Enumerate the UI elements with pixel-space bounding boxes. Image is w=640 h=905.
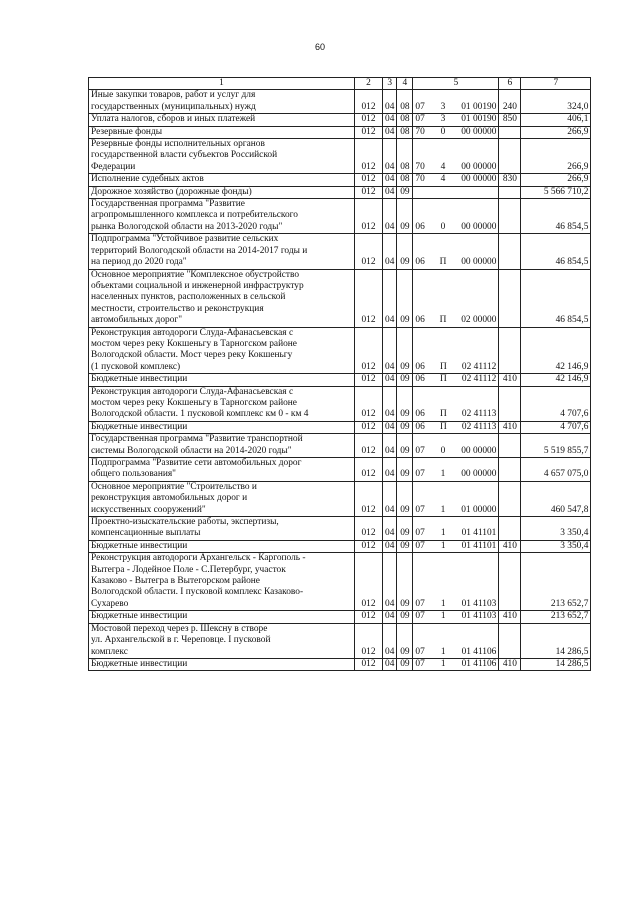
code-parts [415, 257, 496, 268]
table-row [89, 481, 591, 516]
row-col3-cell: 04 [383, 234, 397, 269]
header-cell: 6 [499, 78, 521, 90]
code-part-n: 01 41101 [461, 540, 497, 551]
code-parts [415, 374, 496, 385]
row-code-cell [413, 234, 499, 269]
code-part-p: 07 [415, 504, 425, 515]
row-col6-cell: 410 [499, 658, 521, 670]
row-col2-cell: 012 [355, 234, 383, 269]
code-parts [415, 102, 496, 113]
code-parts [415, 446, 496, 457]
table-row [89, 186, 591, 198]
row-name-cell: Проектно-изыскательские работы, экспертизы, компенсационные выплаты [89, 517, 355, 541]
table-header-row [89, 78, 591, 90]
row-code-cell [413, 269, 499, 327]
row-col3-cell: 04 [383, 611, 397, 623]
header-cell: 7 [521, 78, 591, 90]
row-name-cell: Государственная программа "Развитие агропромышленного комплекса и потребительского рынка Вологодской области на 2013-2020 годы" [89, 199, 355, 234]
row-col6-cell [499, 434, 521, 458]
page-number: 60 [314, 42, 325, 52]
row-col4-cell: 08 [397, 90, 413, 114]
code-part-p: 06 [415, 361, 425, 372]
row-col2-cell: 012 [355, 199, 383, 234]
row-col3-cell: 04 [383, 90, 397, 114]
row-col2-cell: 012 [355, 386, 383, 421]
row-col4-cell: 09 [397, 421, 413, 433]
code-part-s: П [439, 315, 447, 326]
row-col2-cell: 012 [355, 623, 383, 658]
row-code-cell [413, 553, 499, 611]
row-amount-cell: 14 286,5 [521, 623, 591, 658]
table-row [89, 90, 591, 114]
row-amount-cell: 14 286,5 [521, 658, 591, 670]
code-parts [415, 114, 496, 125]
row-amount-cell: 46 854,5 [521, 234, 591, 269]
code-part-s: П [439, 374, 447, 385]
code-part-s: П [439, 361, 447, 372]
row-code-cell [413, 517, 499, 541]
row-amount-cell: 213 652,7 [521, 611, 591, 623]
code-part-s: 3 [440, 114, 446, 125]
row-amount-cell: 3 350,4 [521, 540, 591, 552]
row-amount-cell: 5 519 855,7 [521, 434, 591, 458]
row-code-cell [413, 540, 499, 552]
table-row [89, 199, 591, 234]
row-col4-cell: 09 [397, 386, 413, 421]
header-cell: 2 [355, 78, 383, 90]
table-row [89, 269, 591, 327]
row-col2-cell: 012 [355, 611, 383, 623]
table-row [89, 421, 591, 433]
row-amount-cell: 406,1 [521, 114, 591, 126]
row-amount-cell: 46 854,5 [521, 199, 591, 234]
row-col2-cell: 012 [355, 658, 383, 670]
header-cell: 1 [89, 78, 355, 90]
code-part-n: 00 00000 [461, 174, 497, 185]
code-part-s: П [439, 421, 447, 432]
code-part-p: 06 [415, 374, 425, 385]
row-col2-cell: 012 [355, 269, 383, 327]
row-amount-cell: 266,9 [521, 139, 591, 174]
row-code-cell [413, 481, 499, 516]
code-part-s: 0 [440, 126, 446, 137]
code-part-p: 06 [415, 221, 425, 232]
row-col4-cell: 08 [397, 114, 413, 126]
row-col3-cell: 04 [383, 186, 397, 198]
row-col6-cell [499, 186, 521, 198]
row-name-cell: Реконструкция автодороги Слуда-Афанасьевская с мостом через реку Кокшеньгу в Тарногском районе Вологодской области. Мост через реку Кокшеньгу (1 пусковой комплекс) [89, 327, 355, 374]
code-part-s: 1 [440, 469, 446, 480]
code-parts [415, 528, 496, 539]
row-name-cell: Реконструкция автодороги Слуда-Афанасьевская с мостом через реку Кокшеньгу в Тарногском районе Вологодской области. 1 пусковой комплекс км 0 - км 4 [89, 386, 355, 421]
row-col2-cell: 012 [355, 421, 383, 433]
row-amount-cell: 266,9 [521, 174, 591, 186]
row-col2-cell: 012 [355, 90, 383, 114]
code-parts [415, 611, 496, 622]
row-amount-cell: 3 350,4 [521, 517, 591, 541]
code-part-n: 01 00190 [461, 101, 497, 112]
row-col4-cell: 09 [397, 623, 413, 658]
row-col2-cell: 012 [355, 374, 383, 386]
code-part-p: 07 [415, 646, 425, 657]
row-code-cell [413, 90, 499, 114]
code-part-s: 3 [440, 101, 446, 112]
row-col4-cell: 08 [397, 174, 413, 186]
row-col6-cell [499, 269, 521, 327]
row-col2-cell: 012 [355, 434, 383, 458]
row-col3-cell: 04 [383, 199, 397, 234]
row-code-cell [413, 421, 499, 433]
row-col6-cell: 240 [499, 90, 521, 114]
row-col3-cell: 04 [383, 327, 397, 374]
code-part-s: 1 [440, 504, 446, 515]
code-part-s: П [439, 257, 447, 268]
row-amount-cell: 46 854,5 [521, 269, 591, 327]
row-name-cell: Реконструкция автодороги Архангельск - Каргополь - Вытегра - Лодейное Поле - С.Петербург, участок Казаково - Вытегра в Вытегорском районе Вологодской области. I пусковой комплекс Казаково- Сухарево [89, 553, 355, 611]
code-part-n: 01 41103 [461, 598, 497, 609]
code-part-s: 1 [440, 611, 446, 622]
code-part-p: 06 [415, 421, 425, 432]
row-col6-cell [499, 481, 521, 516]
row-name-cell: Основное мероприятие "Строительство и реконструкция автомобильных дорог и искусственных сооружений" [89, 481, 355, 516]
code-part-p: 07 [415, 101, 425, 112]
row-code-cell [413, 434, 499, 458]
row-amount-cell: 4 657 075,0 [521, 458, 591, 482]
code-part-n: 02 41113 [461, 421, 497, 432]
row-name-cell: Резервные фонды [89, 126, 355, 138]
code-part-n: 02 41112 [461, 361, 497, 372]
code-part-s: 1 [440, 658, 446, 669]
row-col3-cell: 04 [383, 114, 397, 126]
code-part-p: 07 [415, 540, 425, 551]
code-part-n: 00 00000 [461, 161, 497, 172]
row-col3-cell: 04 [383, 540, 397, 552]
row-col4-cell: 09 [397, 540, 413, 552]
table-row [89, 374, 591, 386]
code-part-p: 07 [415, 658, 425, 669]
row-col6-cell: 410 [499, 540, 521, 552]
row-col3-cell: 04 [383, 174, 397, 186]
row-amount-cell: 4 707,6 [521, 386, 591, 421]
table-row [89, 540, 591, 552]
row-col2-cell: 012 [355, 481, 383, 516]
row-name-cell: Бюджетные инвестиции [89, 374, 355, 386]
row-code-cell [413, 658, 499, 670]
row-col3-cell: 04 [383, 434, 397, 458]
row-col6-cell [499, 386, 521, 421]
row-amount-cell: 460 547,8 [521, 481, 591, 516]
table-row [89, 386, 591, 421]
row-col4-cell: 09 [397, 553, 413, 611]
row-col4-cell: 09 [397, 481, 413, 516]
code-part-n: 01 41101 [461, 528, 497, 539]
row-code-cell [413, 623, 499, 658]
row-name-cell: Мостовой переход через р. Шексну в створе ул. Архангельской в г. Череповце. I пусковой комплекс [89, 623, 355, 658]
row-col3-cell: 04 [383, 623, 397, 658]
row-code-cell [413, 458, 499, 482]
row-name-cell: Основное мероприятие "Комплексное обустройство объектами социальной и инженерной инфраструктур населенных пунктов, расположенных в сельской местности, строительство и реконструкция автомобильных дорог" [89, 269, 355, 327]
code-part-n: 02 41113 [461, 409, 497, 420]
row-name-cell: Резервные фонды исполнительных органов государственной власти субъектов Российской Федерации [89, 139, 355, 174]
code-part-p: 06 [415, 257, 425, 268]
code-part-n: 00 00000 [461, 445, 497, 456]
code-parts [415, 174, 496, 185]
header-cell: 4 [397, 78, 413, 90]
row-col2-cell: 012 [355, 186, 383, 198]
code-parts [415, 362, 496, 373]
row-name-cell: Подпрограмма "Развитие сети автомобильных дорог общего пользования" [89, 458, 355, 482]
code-part-s: П [439, 409, 447, 420]
row-col4-cell: 08 [397, 139, 413, 174]
row-name-cell: Бюджетные инвестиции [89, 658, 355, 670]
row-col4-cell: 09 [397, 269, 413, 327]
code-parts [415, 505, 496, 516]
row-col2-cell: 012 [355, 327, 383, 374]
row-col3-cell: 04 [383, 374, 397, 386]
code-parts [415, 422, 496, 433]
row-code-cell [413, 611, 499, 623]
table-row [89, 126, 591, 138]
row-amount-cell: 5 566 710,2 [521, 186, 591, 198]
row-col3-cell: 04 [383, 458, 397, 482]
row-col6-cell: 410 [499, 421, 521, 433]
row-col4-cell: 09 [397, 434, 413, 458]
code-part-n: 01 41106 [461, 646, 497, 657]
table-row [89, 434, 591, 458]
row-col6-cell [499, 553, 521, 611]
table-row [89, 553, 591, 611]
row-code-cell [413, 174, 499, 186]
row-name-cell: Бюджетные инвестиции [89, 540, 355, 552]
row-col2-cell: 012 [355, 126, 383, 138]
code-part-s: 4 [440, 161, 446, 172]
code-parts [415, 409, 496, 420]
table-row [89, 114, 591, 126]
code-parts [415, 541, 496, 552]
code-parts [415, 599, 496, 610]
row-name-cell: Подпрограмма "Устойчивое развитие сельских территорий Вологодской области на 2014-2017 годы и на период до 2020 года" [89, 234, 355, 269]
row-code-cell [413, 126, 499, 138]
code-part-p: 07 [415, 528, 425, 539]
row-col2-cell: 012 [355, 114, 383, 126]
code-part-n: 00 00000 [461, 469, 497, 480]
header-cell: 5 [413, 78, 499, 90]
code-parts [415, 222, 496, 233]
row-col6-cell [499, 139, 521, 174]
row-amount-cell: 266,9 [521, 126, 591, 138]
table-row [89, 517, 591, 541]
row-col2-cell: 012 [355, 517, 383, 541]
code-part-n: 01 41103 [461, 611, 497, 622]
row-name-cell: Уплата налогов, сборов и иных платежей [89, 114, 355, 126]
code-part-s: 0 [440, 445, 446, 456]
code-part-p: 07 [415, 611, 425, 622]
table-row [89, 139, 591, 174]
table-row [89, 458, 591, 482]
code-part-p: 07 [415, 114, 425, 125]
row-col2-cell: 012 [355, 458, 383, 482]
table-row [89, 327, 591, 374]
table-row [89, 658, 591, 670]
row-name-cell: Бюджетные инвестиции [89, 421, 355, 433]
row-col6-cell [499, 126, 521, 138]
row-col3-cell: 04 [383, 553, 397, 611]
row-col6-cell [499, 234, 521, 269]
row-col2-cell: 012 [355, 139, 383, 174]
budget-table [88, 77, 591, 671]
row-col4-cell: 09 [397, 327, 413, 374]
row-col4-cell: 09 [397, 186, 413, 198]
code-part-p: 07 [415, 445, 425, 456]
row-col3-cell: 04 [383, 481, 397, 516]
code-parts [415, 127, 496, 138]
row-col4-cell: 09 [397, 374, 413, 386]
code-part-p: 06 [415, 409, 425, 420]
code-part-n: 00 00000 [461, 126, 497, 137]
row-col4-cell: 08 [397, 126, 413, 138]
row-col2-cell: 012 [355, 553, 383, 611]
row-col6-cell: 410 [499, 611, 521, 623]
code-part-s: 1 [440, 528, 446, 539]
row-amount-cell: 42 146,9 [521, 327, 591, 374]
row-amount-cell: 324,0 [521, 90, 591, 114]
row-code-cell [413, 386, 499, 421]
code-part-s: 1 [440, 540, 446, 551]
code-parts [415, 647, 496, 658]
table-row [89, 611, 591, 623]
code-part-p: 07 [415, 598, 425, 609]
row-col4-cell: 09 [397, 199, 413, 234]
row-amount-cell: 42 146,9 [521, 374, 591, 386]
table-row [89, 234, 591, 269]
row-code-cell [413, 374, 499, 386]
row-code-cell [413, 114, 499, 126]
row-code-cell [413, 199, 499, 234]
header-cell: 3 [383, 78, 397, 90]
row-col3-cell: 04 [383, 658, 397, 670]
code-part-p: 70 [415, 126, 425, 137]
code-part-n: 01 00000 [461, 504, 497, 515]
code-part-n: 02 41112 [461, 374, 497, 385]
code-part-s: 1 [440, 646, 446, 657]
code-part-p: 07 [415, 469, 425, 480]
code-part-n: 01 41106 [461, 658, 497, 669]
code-parts [415, 315, 496, 326]
row-col6-cell: 850 [499, 114, 521, 126]
row-col3-cell: 04 [383, 517, 397, 541]
code-part-n: 01 00190 [461, 114, 497, 125]
code-part-s: 4 [440, 174, 446, 185]
code-part-s: 0 [440, 221, 446, 232]
row-col4-cell: 09 [397, 611, 413, 623]
code-part-p: 06 [415, 315, 425, 326]
row-code-cell [413, 186, 499, 198]
row-col3-cell: 04 [383, 126, 397, 138]
row-col6-cell [499, 199, 521, 234]
row-col6-cell [499, 517, 521, 541]
code-part-p: 70 [415, 174, 425, 185]
row-col6-cell [499, 623, 521, 658]
row-name-cell: Исполнение судебных актов [89, 174, 355, 186]
row-col3-cell: 04 [383, 139, 397, 174]
row-col2-cell: 012 [355, 174, 383, 186]
row-col4-cell: 09 [397, 234, 413, 269]
code-parts [415, 162, 496, 173]
code-parts [415, 469, 496, 480]
table-row [89, 174, 591, 186]
row-col4-cell: 09 [397, 517, 413, 541]
code-part-n: 02 00000 [461, 315, 497, 326]
row-name-cell: Бюджетные инвестиции [89, 611, 355, 623]
code-parts [415, 659, 496, 670]
row-name-cell: Государственная программа "Развитие транспортной системы Вологодской области на 2014-2020 годы" [89, 434, 355, 458]
row-col4-cell: 09 [397, 458, 413, 482]
row-col3-cell: 04 [383, 386, 397, 421]
row-col6-cell [499, 458, 521, 482]
code-part-s: 1 [440, 598, 446, 609]
row-col2-cell: 012 [355, 540, 383, 552]
row-name-cell: Иные закупки товаров, работ и услуг для государственных (муниципальных) нужд [89, 90, 355, 114]
row-col6-cell: 410 [499, 374, 521, 386]
code-part-p: 70 [415, 161, 425, 172]
code-part-n: 00 00000 [461, 221, 497, 232]
row-col3-cell: 04 [383, 421, 397, 433]
row-name-cell: Дорожное хозяйство (дорожные фонды) [89, 186, 355, 198]
row-col6-cell [499, 327, 521, 374]
row-col6-cell: 830 [499, 174, 521, 186]
row-code-cell [413, 139, 499, 174]
code-part-n: 00 00000 [461, 257, 497, 268]
table-row [89, 623, 591, 658]
row-amount-cell: 4 707,6 [521, 421, 591, 433]
row-amount-cell: 213 652,7 [521, 553, 591, 611]
row-col3-cell: 04 [383, 269, 397, 327]
row-col4-cell: 09 [397, 658, 413, 670]
row-code-cell [413, 327, 499, 374]
